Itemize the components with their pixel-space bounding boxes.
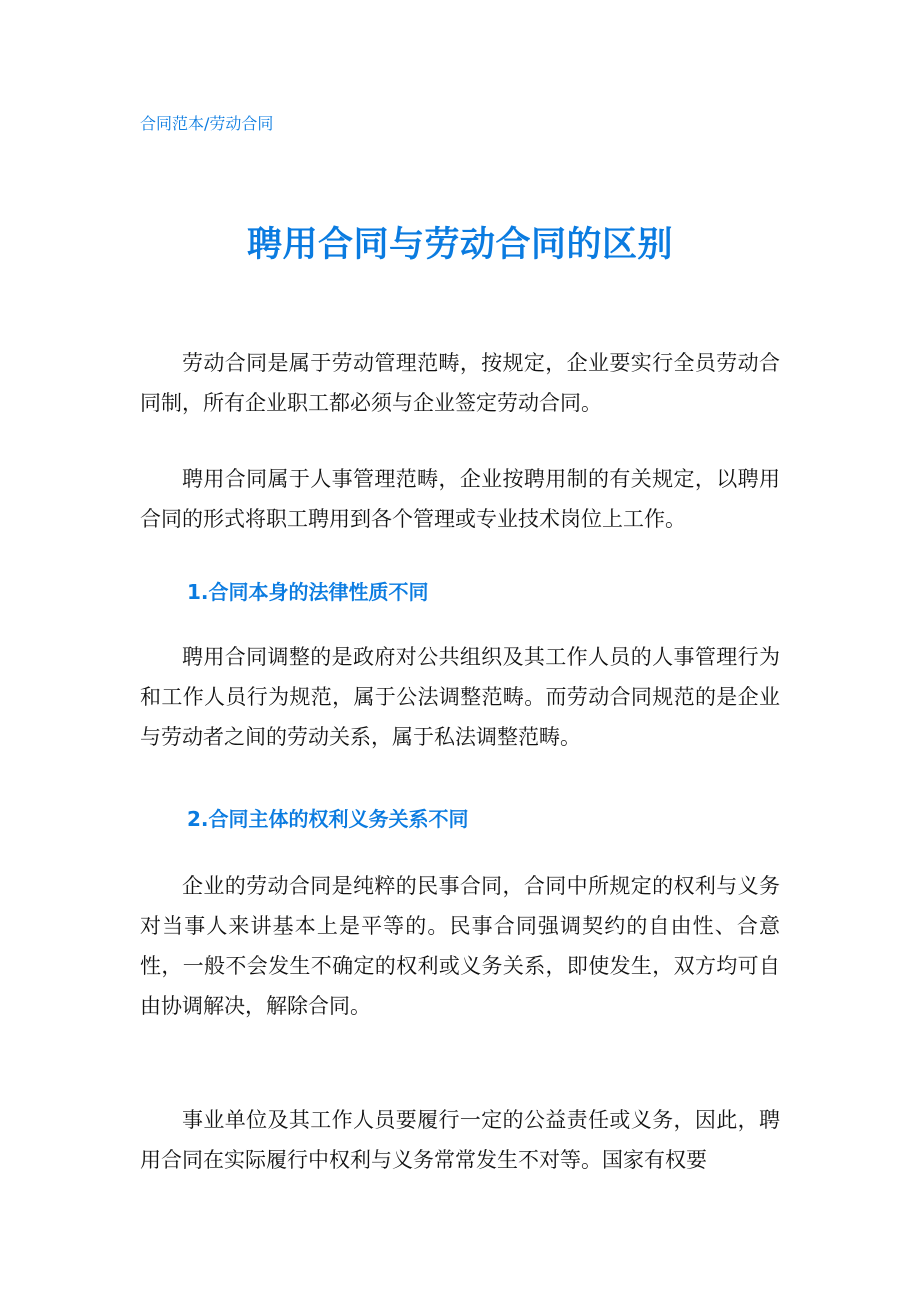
paragraph-5: 事业单位及其工作人员要履行一定的公益责任或义务，因此，聘用合同在实际履行中权利与义务常常发生不对等。国家有权要 <box>140 1108 780 1172</box>
paragraph-3: 聘用合同调整的是政府对公共组织及其工作人员的人事管理行为和工作人员行为规范，属于公法调整范畴。而劳动合同规范的是企业与劳动者之间的劳动关系，属于私法调整范畴。 <box>140 645 780 749</box>
section-heading-1: 1.合同本身的法律性质不同 <box>187 580 429 604</box>
paragraph-4: 企业的劳动合同是纯粹的民事合同，合同中所规定的权利与义务对当事人来讲基本上是平等的。民事合同强调契约的自由性、合意性，一般不会发生不确定的权利或义务关系，即使发生，双方均可自由协调解决，解除合同。 <box>140 874 780 1018</box>
paragraph-1: 劳动合同是属于劳动管理范畴，按规定，企业要实行全员劳动合同制，所有企业职工都必须与企业签定劳动合同。 <box>140 351 780 415</box>
page-title: 聘用合同与劳动合同的区别 <box>246 225 673 265</box>
paragraph-2: 聘用合同属于人事管理范畴，企业按聘用制的有关规定，以聘用合同的形式将职工聘用到各个管理或专业技术岗位上工作。 <box>140 467 780 531</box>
section-heading-2: 2.合同主体的权利义务关系不同 <box>187 807 469 831</box>
breadcrumb: 合同范本/劳动合同 <box>140 114 274 133</box>
